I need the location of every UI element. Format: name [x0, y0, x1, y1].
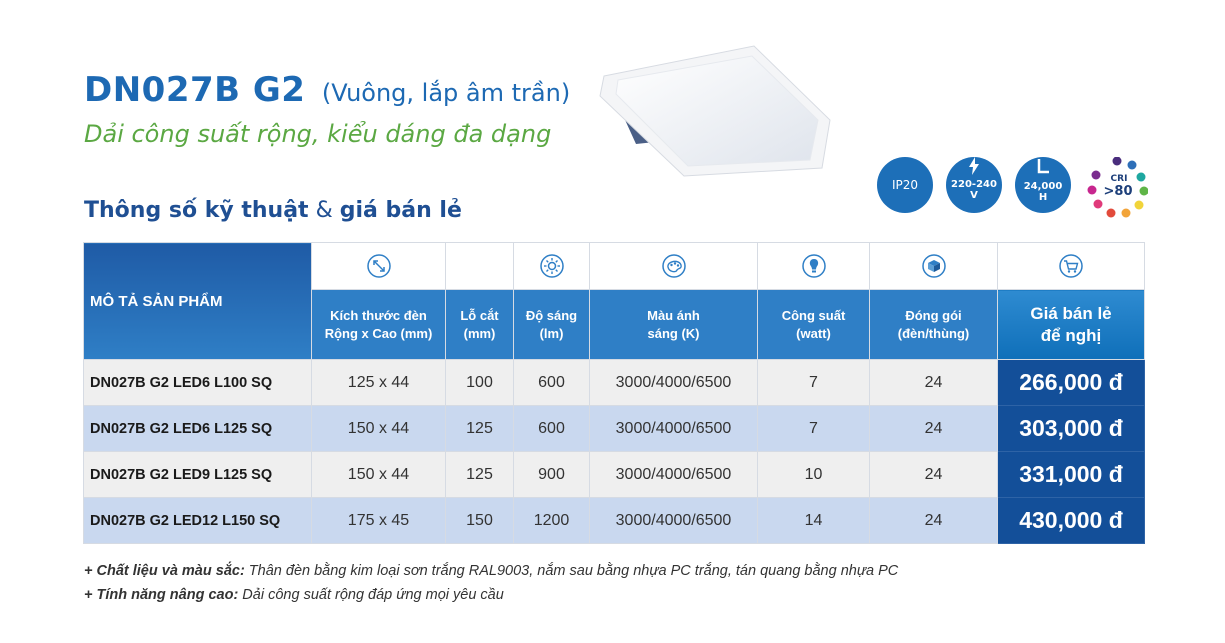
- pack-icon-cell: [870, 243, 998, 290]
- color-cell: 3000/4000/6500: [590, 406, 758, 452]
- color-header: [590, 290, 758, 360]
- power-cell: 7: [758, 406, 870, 452]
- cut-cell: 125: [446, 452, 514, 498]
- cut-header-l1: Lỗ cắt: [460, 307, 499, 323]
- size-cell: 150 x 44: [312, 406, 446, 452]
- voltage-line1: 220-240: [951, 179, 997, 190]
- lumen-cell: 600: [514, 406, 590, 452]
- dimension-arrow-icon: [366, 253, 392, 279]
- size-cell: 125 x 44: [312, 360, 446, 406]
- pack-cell: 24: [870, 406, 998, 452]
- hours-line2: H: [1038, 192, 1048, 203]
- price-header: [998, 290, 1145, 360]
- cut-cell: 100: [446, 360, 514, 406]
- desc-header: MÔ TẢ SẢN PHẨM: [84, 243, 312, 360]
- section-title-bold: Thông số kỹ thuật: [84, 198, 309, 223]
- color-header-l2: sáng (K): [647, 325, 700, 341]
- ip-badge-label: IP20: [891, 178, 919, 192]
- light-sun-icon: [539, 253, 565, 279]
- cut-icon-cell: [446, 243, 514, 290]
- lumen-cell: 600: [514, 360, 590, 406]
- size-header: [312, 290, 446, 360]
- feature-note: [84, 583, 898, 607]
- power-cell: 10: [758, 452, 870, 498]
- ip-badge: [877, 157, 933, 213]
- lumen-header-l1: Độ sáng: [525, 307, 578, 323]
- voltage-badge: [946, 157, 1002, 213]
- color-icon-cell: [590, 243, 758, 290]
- cut-header-l2: (mm): [463, 325, 496, 341]
- feature-badges: [0, 157, 1225, 217]
- cri-label: CRI: [1110, 174, 1128, 184]
- power-header: [758, 290, 870, 360]
- size-header-l2: Rộng x Cao (mm): [324, 325, 433, 341]
- spec-table: [83, 242, 1145, 544]
- product-tagline: Dải công suất rộng, kiểu dáng đa dạng: [84, 120, 552, 148]
- cut-header: [446, 290, 514, 360]
- feature-note-label: + Tính năng nâng cao:: [84, 587, 239, 603]
- palette-icon: [661, 253, 687, 279]
- power-cell: 14: [758, 498, 870, 544]
- lumen-icon-cell: [514, 243, 590, 290]
- power-header-l2: (watt): [796, 325, 831, 341]
- box-icon: [921, 253, 947, 279]
- price-header-l1: Giá bán lẻ: [1030, 303, 1112, 323]
- price-header-l2: để nghị: [1040, 325, 1102, 345]
- price-cell: 430,000 đ: [998, 498, 1145, 544]
- feature-note-text: Dải công suất rộng đáp ứng mọi yêu cầu: [238, 587, 504, 603]
- color-header-l1: Màu ánh: [647, 307, 700, 323]
- material-note-text: Thân đèn bằng kim loại sơn trắng RAL9003, nắm sau bằng nhựa PC trắng, tán quang bằng nhựa PC: [244, 563, 899, 579]
- color-cell: 3000/4000/6500: [590, 452, 758, 498]
- cut-cell: 125: [446, 406, 514, 452]
- lumen-header: [514, 290, 590, 360]
- clock-icon: [1015, 157, 1071, 181]
- product-name: DN027B G2 LED9 L125 SQ: [84, 452, 312, 498]
- product-name: DN027B G2 LED6 L100 SQ: [84, 360, 312, 406]
- lumen-cell: 900: [514, 452, 590, 498]
- material-note-label: + Chất liệu và màu sắc:: [84, 563, 245, 579]
- lightning-icon: [946, 157, 1002, 179]
- title-row: [84, 70, 570, 110]
- size-cell: 175 x 45: [312, 498, 446, 544]
- lumen-header-l2: (lm): [539, 325, 564, 341]
- product-name: DN027B G2 LED12 L150 SQ: [84, 498, 312, 544]
- cut-cell: 150: [446, 498, 514, 544]
- color-cell: 3000/4000/6500: [590, 498, 758, 544]
- pack-cell: 24: [870, 360, 998, 406]
- price-cell: 331,000 đ: [998, 452, 1145, 498]
- notes: [84, 559, 898, 607]
- product-title: DN027B G2: [84, 70, 306, 110]
- pack-cell: 24: [870, 498, 998, 544]
- size-cell: 150 x 44: [312, 452, 446, 498]
- power-header-l1: Công suất: [781, 307, 846, 323]
- lumen-cell: 1200: [514, 498, 590, 544]
- pack-header-l1: Đóng gói: [905, 307, 962, 323]
- price-cell: 266,000 đ: [998, 360, 1145, 406]
- product-name: DN027B G2 LED6 L125 SQ: [84, 406, 312, 452]
- table-row: [84, 452, 1145, 498]
- price-cell: 303,000 đ: [998, 406, 1145, 452]
- product-subtitle: (Vuông, lắp âm trần): [321, 79, 571, 107]
- section-title-amp: &: [315, 198, 333, 223]
- pack-header-l2: (đèn/thùng): [897, 325, 970, 341]
- pack-header: [870, 290, 998, 360]
- cri-value: >80: [1103, 184, 1133, 199]
- table-row: [84, 498, 1145, 544]
- table-row: [84, 406, 1145, 452]
- material-note: [84, 559, 898, 583]
- table-row: [84, 360, 1145, 406]
- bulb-icon: [801, 253, 827, 279]
- cri-badge: [1086, 157, 1148, 219]
- lifetime-badge: [1015, 157, 1071, 213]
- cart-icon: [1058, 253, 1084, 279]
- voltage-line2: V: [970, 190, 978, 201]
- icon-row: [84, 243, 1145, 290]
- hours-line1: 24,000: [1023, 181, 1063, 192]
- size-header-l1: Kích thước đèn: [330, 307, 427, 323]
- power-icon-cell: [758, 243, 870, 290]
- price-icon-cell: [998, 243, 1145, 290]
- size-icon-cell: [312, 243, 446, 290]
- power-cell: 7: [758, 360, 870, 406]
- section-title-rest: giá bán lẻ: [339, 198, 462, 223]
- pack-cell: 24: [870, 452, 998, 498]
- color-cell: 3000/4000/6500: [590, 360, 758, 406]
